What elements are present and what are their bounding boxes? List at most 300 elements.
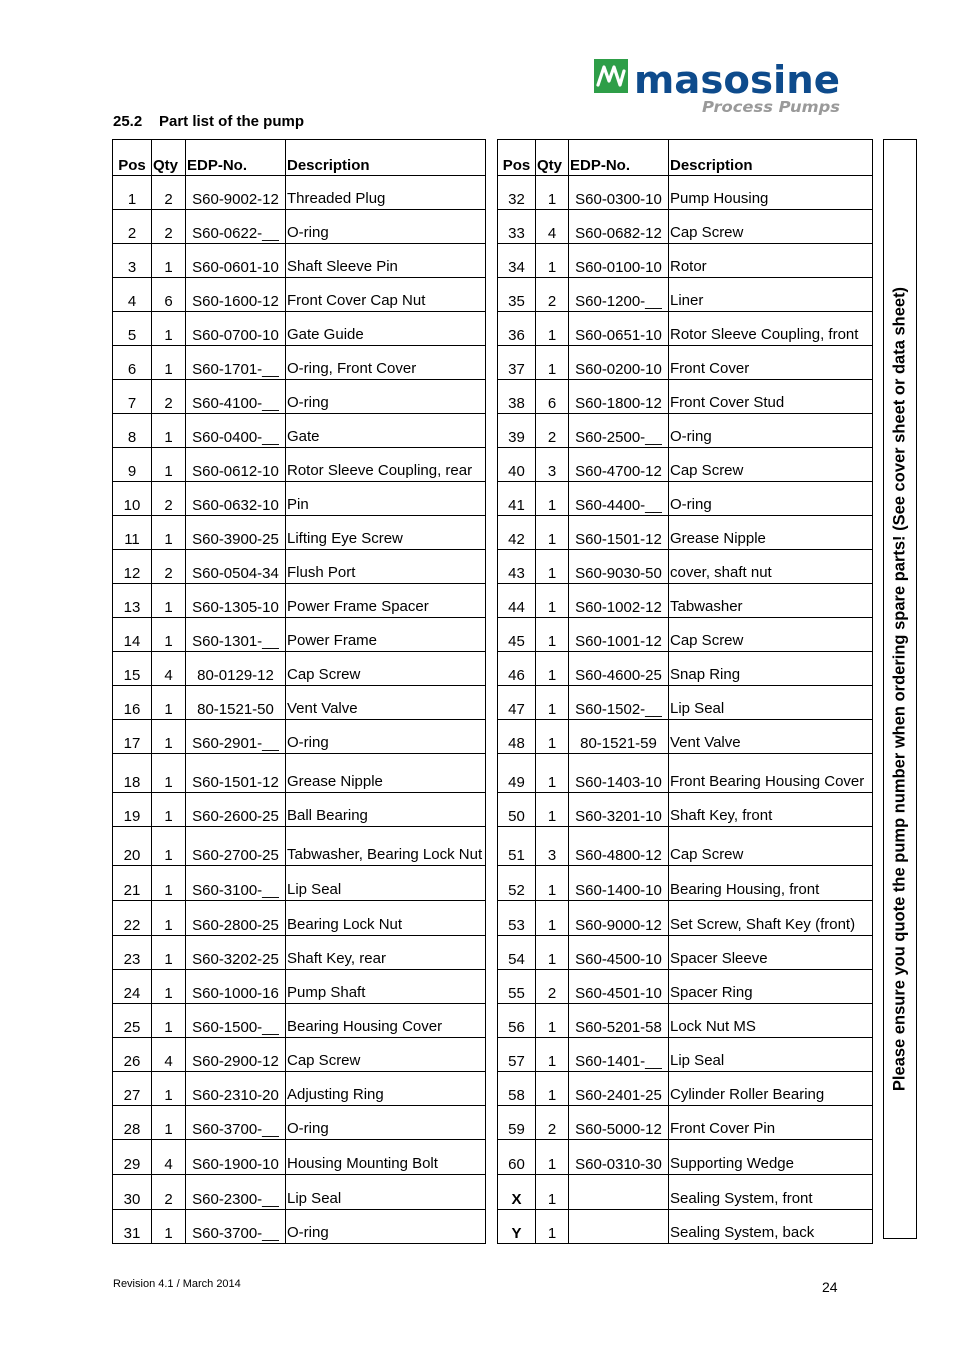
- pos-cell: 58: [498, 1072, 536, 1106]
- pos-cell: 17: [113, 720, 152, 754]
- pos-cell: 54: [498, 936, 536, 970]
- table-row: [498, 1175, 873, 1210]
- table-row: [498, 210, 873, 244]
- table-row: [113, 618, 486, 652]
- table-header-row: [113, 140, 486, 176]
- table-row: [498, 176, 873, 210]
- description-cell: Shaft Sleeve Pin: [286, 244, 486, 278]
- pos-cell: 27: [113, 1072, 152, 1106]
- edp-cell: S60-1200-__: [569, 278, 669, 312]
- table-row: [498, 901, 873, 936]
- description-cell: Gate Guide: [286, 312, 486, 346]
- edp-cell: S60-2500-__: [569, 414, 669, 448]
- header-pos: Pos: [113, 140, 152, 176]
- pos-cell: 28: [113, 1106, 152, 1140]
- qty-cell: 1: [152, 1004, 186, 1038]
- edp-cell: S60-1001-12: [569, 618, 669, 652]
- edp-cell: S60-0310-30: [569, 1140, 669, 1175]
- description-cell: Flush Port: [286, 550, 486, 584]
- description-cell: O-ring: [669, 482, 873, 516]
- table-row: [498, 970, 873, 1004]
- edp-cell: S60-5000-12: [569, 1106, 669, 1140]
- edp-cell: [569, 1175, 669, 1210]
- qty-cell: 1: [536, 516, 569, 550]
- edp-cell: S60-1401-__: [569, 1038, 669, 1072]
- pos-cell: 29: [113, 1140, 152, 1175]
- edp-cell: S60-0200-10: [569, 346, 669, 380]
- edp-cell: S60-1002-12: [569, 584, 669, 618]
- qty-cell: 1: [536, 176, 569, 210]
- pos-cell: 10: [113, 482, 152, 516]
- table-row: [498, 516, 873, 550]
- description-cell: Front Cover: [669, 346, 873, 380]
- table-row: [113, 754, 486, 793]
- pos-cell: 49: [498, 754, 536, 793]
- pos-cell: 13: [113, 584, 152, 618]
- description-cell: Cap Screw: [669, 827, 873, 866]
- section-heading: [113, 113, 304, 130]
- qty-cell: 2: [152, 482, 186, 516]
- qty-cell: 1: [536, 244, 569, 278]
- edp-cell: S60-1501-12: [569, 516, 669, 550]
- qty-cell: 1: [152, 448, 186, 482]
- description-cell: Cap Screw: [286, 652, 486, 686]
- qty-cell: 1: [536, 1004, 569, 1038]
- edp-cell: S60-4500-10: [569, 936, 669, 970]
- pos-cell: 23: [113, 936, 152, 970]
- edp-cell: S60-2900-12: [186, 1038, 286, 1072]
- header-qty: Qty: [536, 140, 569, 176]
- description-cell: Grease Nipple: [286, 754, 486, 793]
- edp-cell: S60-0100-10: [569, 244, 669, 278]
- edp-cell: S60-3202-25: [186, 936, 286, 970]
- description-cell: Rotor Sleeve Coupling, rear: [286, 448, 486, 482]
- pos-cell: 16: [113, 686, 152, 720]
- description-cell: Tabwasher: [669, 584, 873, 618]
- qty-cell: 6: [536, 380, 569, 414]
- table-row: [113, 793, 486, 827]
- edp-cell: S60-0400-__: [186, 414, 286, 448]
- edp-cell: 80-1521-59: [569, 720, 669, 754]
- description-cell: O-ring: [286, 1210, 486, 1244]
- pos-cell: 40: [498, 448, 536, 482]
- description-cell: O-ring: [286, 720, 486, 754]
- table-row: [113, 720, 486, 754]
- qty-cell: 1: [152, 754, 186, 793]
- section-title: Part list of the pump: [159, 113, 305, 130]
- qty-cell: 1: [536, 482, 569, 516]
- table-row: [498, 550, 873, 584]
- logo-tagline: Process Pumps: [702, 98, 841, 116]
- table-row: [498, 1038, 873, 1072]
- table-row: [498, 652, 873, 686]
- table-row: [113, 866, 486, 901]
- pos-cell: 19: [113, 793, 152, 827]
- table-row: [498, 1072, 873, 1106]
- table-row: [113, 970, 486, 1004]
- description-cell: Set Screw, Shaft Key (front): [669, 901, 873, 936]
- pos-cell: 45: [498, 618, 536, 652]
- description-cell: Front Cover Stud: [669, 380, 873, 414]
- description-cell: Supporting Wedge: [669, 1140, 873, 1175]
- qty-cell: 4: [152, 1140, 186, 1175]
- pos-cell: 4: [113, 278, 152, 312]
- qty-cell: 1: [152, 346, 186, 380]
- edp-cell: S60-4400-__: [569, 482, 669, 516]
- table-row: [113, 1175, 486, 1210]
- edp-cell: S60-9000-12: [569, 901, 669, 936]
- description-cell: O-ring: [669, 414, 873, 448]
- pos-cell: 11: [113, 516, 152, 550]
- table-row: [498, 1004, 873, 1038]
- table-row: [113, 901, 486, 936]
- description-cell: Shaft Key, front: [669, 793, 873, 827]
- table-row: [113, 380, 486, 414]
- qty-cell: 1: [536, 1072, 569, 1106]
- table-row: [113, 278, 486, 312]
- edp-cell: S60-1501-12: [186, 754, 286, 793]
- qty-cell: 1: [152, 1106, 186, 1140]
- qty-cell: 1: [536, 584, 569, 618]
- edp-cell: S60-3700-__: [186, 1106, 286, 1140]
- description-cell: Rotor Sleeve Coupling, front: [669, 312, 873, 346]
- description-cell: Lip Seal: [669, 686, 873, 720]
- table-header-row: [498, 140, 873, 176]
- pos-cell: Y: [498, 1210, 536, 1244]
- edp-cell: 80-1521-50: [186, 686, 286, 720]
- qty-cell: 2: [152, 1175, 186, 1210]
- pos-cell: 8: [113, 414, 152, 448]
- description-cell: Vent Valve: [286, 686, 486, 720]
- edp-cell: S60-1600-12: [186, 278, 286, 312]
- edp-cell: S60-4700-12: [569, 448, 669, 482]
- pos-cell: X: [498, 1175, 536, 1210]
- pos-cell: 53: [498, 901, 536, 936]
- description-cell: O-ring: [286, 380, 486, 414]
- edp-cell: S60-4100-__: [186, 380, 286, 414]
- description-cell: Threaded Plug: [286, 176, 486, 210]
- qty-cell: 1: [536, 1140, 569, 1175]
- qty-cell: 4: [152, 652, 186, 686]
- pos-cell: 6: [113, 346, 152, 380]
- qty-cell: 1: [536, 346, 569, 380]
- pos-cell: 56: [498, 1004, 536, 1038]
- description-cell: Lip Seal: [286, 1175, 486, 1210]
- edp-cell: S60-1800-12: [569, 380, 669, 414]
- edp-cell: S60-2901-__: [186, 720, 286, 754]
- description-cell: Rotor: [669, 244, 873, 278]
- table-row: [113, 550, 486, 584]
- table-row: [498, 793, 873, 827]
- pos-cell: 52: [498, 866, 536, 901]
- pos-cell: 47: [498, 686, 536, 720]
- qty-cell: 1: [152, 1210, 186, 1244]
- table-row: [498, 244, 873, 278]
- parts-table-right-body: [498, 176, 873, 1244]
- description-cell: Ball Bearing: [286, 793, 486, 827]
- description-cell: Sealing System, back: [669, 1210, 873, 1244]
- edp-cell: S60-0300-10: [569, 176, 669, 210]
- description-cell: O-ring: [286, 1106, 486, 1140]
- pos-cell: 50: [498, 793, 536, 827]
- qty-cell: 1: [536, 901, 569, 936]
- table-row: [113, 936, 486, 970]
- pos-cell: 14: [113, 618, 152, 652]
- qty-cell: 1: [152, 936, 186, 970]
- qty-cell: 2: [536, 278, 569, 312]
- table-row: [498, 312, 873, 346]
- qty-cell: 2: [536, 414, 569, 448]
- qty-cell: 3: [536, 827, 569, 866]
- table-row: [498, 346, 873, 380]
- pos-cell: 34: [498, 244, 536, 278]
- qty-cell: 1: [152, 827, 186, 866]
- edp-cell: S60-3201-10: [569, 793, 669, 827]
- header-description: Description: [669, 140, 873, 176]
- pos-cell: 3: [113, 244, 152, 278]
- table-row: [113, 1210, 486, 1244]
- edp-cell: 80-0129-12: [186, 652, 286, 686]
- header-edp: EDP-No.: [569, 140, 669, 176]
- qty-cell: 6: [152, 278, 186, 312]
- header-description: Description: [286, 140, 486, 176]
- table-row: [498, 482, 873, 516]
- table-row: [113, 210, 486, 244]
- edp-cell: S60-0632-10: [186, 482, 286, 516]
- pos-cell: 31: [113, 1210, 152, 1244]
- qty-cell: 2: [152, 210, 186, 244]
- pos-cell: 26: [113, 1038, 152, 1072]
- pos-cell: 12: [113, 550, 152, 584]
- table-row: [113, 448, 486, 482]
- table-row: [113, 1072, 486, 1106]
- table-row: [113, 312, 486, 346]
- description-cell: Sealing System, front: [669, 1175, 873, 1210]
- table-row: [498, 1106, 873, 1140]
- description-cell: Cylinder Roller Bearing: [669, 1072, 873, 1106]
- edp-cell: S60-2300-__: [186, 1175, 286, 1210]
- description-cell: Front Bearing Housing Cover: [669, 754, 873, 793]
- table-row: [113, 1038, 486, 1072]
- pos-cell: 35: [498, 278, 536, 312]
- edp-cell: S60-1701-__: [186, 346, 286, 380]
- qty-cell: 1: [152, 793, 186, 827]
- description-cell: Spacer Sleeve: [669, 936, 873, 970]
- edp-cell: S60-1500-__: [186, 1004, 286, 1038]
- pos-cell: 37: [498, 346, 536, 380]
- table-row: [498, 448, 873, 482]
- edp-cell: S60-2700-25: [186, 827, 286, 866]
- edp-cell: S60-1403-10: [569, 754, 669, 793]
- table-row: [498, 754, 873, 793]
- qty-cell: 1: [152, 866, 186, 901]
- qty-cell: 1: [536, 754, 569, 793]
- side-note: Please ensure you quote the pump number when ordering spare parts! (See cover sheet or data sheet): [890, 286, 909, 1092]
- pos-cell: 9: [113, 448, 152, 482]
- pos-cell: 48: [498, 720, 536, 754]
- edp-cell: S60-4600-25: [569, 652, 669, 686]
- table-row: [498, 618, 873, 652]
- edp-cell: S60-0700-10: [186, 312, 286, 346]
- header-qty: Qty: [152, 140, 186, 176]
- company-logo: [594, 55, 844, 117]
- table-row: [113, 346, 486, 380]
- description-cell: Snap Ring: [669, 652, 873, 686]
- pos-cell: 42: [498, 516, 536, 550]
- edp-cell: S60-0622-__: [186, 210, 286, 244]
- qty-cell: 1: [536, 1210, 569, 1244]
- description-cell: Lock Nut MS: [669, 1004, 873, 1038]
- table-row: [498, 827, 873, 866]
- table-row: [113, 414, 486, 448]
- description-cell: Cap Screw: [669, 448, 873, 482]
- edp-cell: S60-4800-12: [569, 827, 669, 866]
- edp-cell: S60-2401-25: [569, 1072, 669, 1106]
- qty-cell: 4: [152, 1038, 186, 1072]
- pos-cell: 22: [113, 901, 152, 936]
- table-row: [498, 380, 873, 414]
- qty-cell: 2: [152, 380, 186, 414]
- edp-cell: S60-0682-12: [569, 210, 669, 244]
- qty-cell: 1: [152, 414, 186, 448]
- pos-cell: 2: [113, 210, 152, 244]
- pos-cell: 55: [498, 970, 536, 1004]
- table-row: [113, 1004, 486, 1038]
- qty-cell: 1: [536, 793, 569, 827]
- edp-cell: S60-3100-__: [186, 866, 286, 901]
- qty-cell: 1: [152, 516, 186, 550]
- table-row: [113, 652, 486, 686]
- edp-cell: S60-5201-58: [569, 1004, 669, 1038]
- qty-cell: 2: [152, 550, 186, 584]
- edp-cell: S60-0601-10: [186, 244, 286, 278]
- description-cell: Adjusting Ring: [286, 1072, 486, 1106]
- table-row: [113, 584, 486, 618]
- table-row: [113, 482, 486, 516]
- description-cell: Shaft Key, rear: [286, 936, 486, 970]
- table-row: [113, 176, 486, 210]
- edp-cell: S60-1900-10: [186, 1140, 286, 1175]
- pos-cell: 20: [113, 827, 152, 866]
- description-cell: Power Frame: [286, 618, 486, 652]
- pos-cell: 59: [498, 1106, 536, 1140]
- qty-cell: 1: [152, 244, 186, 278]
- description-cell: Bearing Housing Cover: [286, 1004, 486, 1038]
- side-note-box: [883, 139, 917, 1239]
- table-row: [498, 720, 873, 754]
- qty-cell: 2: [152, 176, 186, 210]
- edp-cell: S60-3900-25: [186, 516, 286, 550]
- revision-note: Revision 4.1 / March 2014: [113, 1278, 241, 1290]
- table-row: [498, 936, 873, 970]
- edp-cell: S60-0504-34: [186, 550, 286, 584]
- table-row: [498, 414, 873, 448]
- qty-cell: 3: [536, 448, 569, 482]
- qty-cell: 1: [152, 312, 186, 346]
- pos-cell: 46: [498, 652, 536, 686]
- description-cell: Front Cover Pin: [669, 1106, 873, 1140]
- table-row: [498, 1210, 873, 1244]
- qty-cell: 1: [536, 720, 569, 754]
- description-cell: Lifting Eye Screw: [286, 516, 486, 550]
- parts-table-left: [112, 139, 486, 1244]
- description-cell: Gate: [286, 414, 486, 448]
- edp-cell: S60-1400-10: [569, 866, 669, 901]
- table-row: [113, 516, 486, 550]
- description-cell: cover, shaft nut: [669, 550, 873, 584]
- edp-cell: S60-1502-__: [569, 686, 669, 720]
- description-cell: Bearing Lock Nut: [286, 901, 486, 936]
- table-row: [113, 827, 486, 866]
- pos-cell: 39: [498, 414, 536, 448]
- pos-cell: 41: [498, 482, 536, 516]
- pos-cell: 43: [498, 550, 536, 584]
- pos-cell: 21: [113, 866, 152, 901]
- qty-cell: 1: [152, 584, 186, 618]
- description-cell: Cap Screw: [669, 210, 873, 244]
- description-cell: Lip Seal: [286, 866, 486, 901]
- edp-cell: S60-9030-50: [569, 550, 669, 584]
- qty-cell: 2: [536, 970, 569, 1004]
- edp-cell: S60-1301-__: [186, 618, 286, 652]
- edp-cell: S60-0651-10: [569, 312, 669, 346]
- table-row: [113, 1106, 486, 1140]
- table-row: [498, 1140, 873, 1175]
- pos-cell: 32: [498, 176, 536, 210]
- description-cell: Cap Screw: [286, 1038, 486, 1072]
- description-cell: Housing Mounting Bolt: [286, 1140, 486, 1175]
- pos-cell: 57: [498, 1038, 536, 1072]
- qty-cell: 1: [152, 618, 186, 652]
- page-number: 24: [822, 1279, 838, 1295]
- table-row: [113, 686, 486, 720]
- table-row: [498, 278, 873, 312]
- qty-cell: 2: [536, 1106, 569, 1140]
- parts-table-left-body: [113, 176, 486, 1244]
- qty-cell: 4: [536, 210, 569, 244]
- qty-cell: 1: [536, 686, 569, 720]
- qty-cell: 1: [536, 866, 569, 901]
- header-edp: EDP-No.: [186, 140, 286, 176]
- description-cell: Bearing Housing, front: [669, 866, 873, 901]
- pos-cell: 38: [498, 380, 536, 414]
- pos-cell: 25: [113, 1004, 152, 1038]
- qty-cell: 1: [536, 652, 569, 686]
- description-cell: O-ring, Front Cover: [286, 346, 486, 380]
- pos-cell: 30: [113, 1175, 152, 1210]
- edp-cell: S60-2600-25: [186, 793, 286, 827]
- pos-cell: 7: [113, 380, 152, 414]
- table-row: [113, 244, 486, 278]
- edp-cell: S60-2800-25: [186, 901, 286, 936]
- pos-cell: 24: [113, 970, 152, 1004]
- description-cell: Vent Valve: [669, 720, 873, 754]
- pos-cell: 60: [498, 1140, 536, 1175]
- pos-cell: 51: [498, 827, 536, 866]
- description-cell: Spacer Ring: [669, 970, 873, 1004]
- pos-cell: 18: [113, 754, 152, 793]
- edp-cell: S60-9002-12: [186, 176, 286, 210]
- section-number: 25.2: [113, 113, 143, 130]
- description-cell: Pump Shaft: [286, 970, 486, 1004]
- description-cell: Pin: [286, 482, 486, 516]
- qty-cell: 1: [152, 1072, 186, 1106]
- description-cell: Liner: [669, 278, 873, 312]
- description-cell: Front Cover Cap Nut: [286, 278, 486, 312]
- table-row: [498, 866, 873, 901]
- qty-cell: 1: [536, 618, 569, 652]
- edp-cell: S60-3700-__: [186, 1210, 286, 1244]
